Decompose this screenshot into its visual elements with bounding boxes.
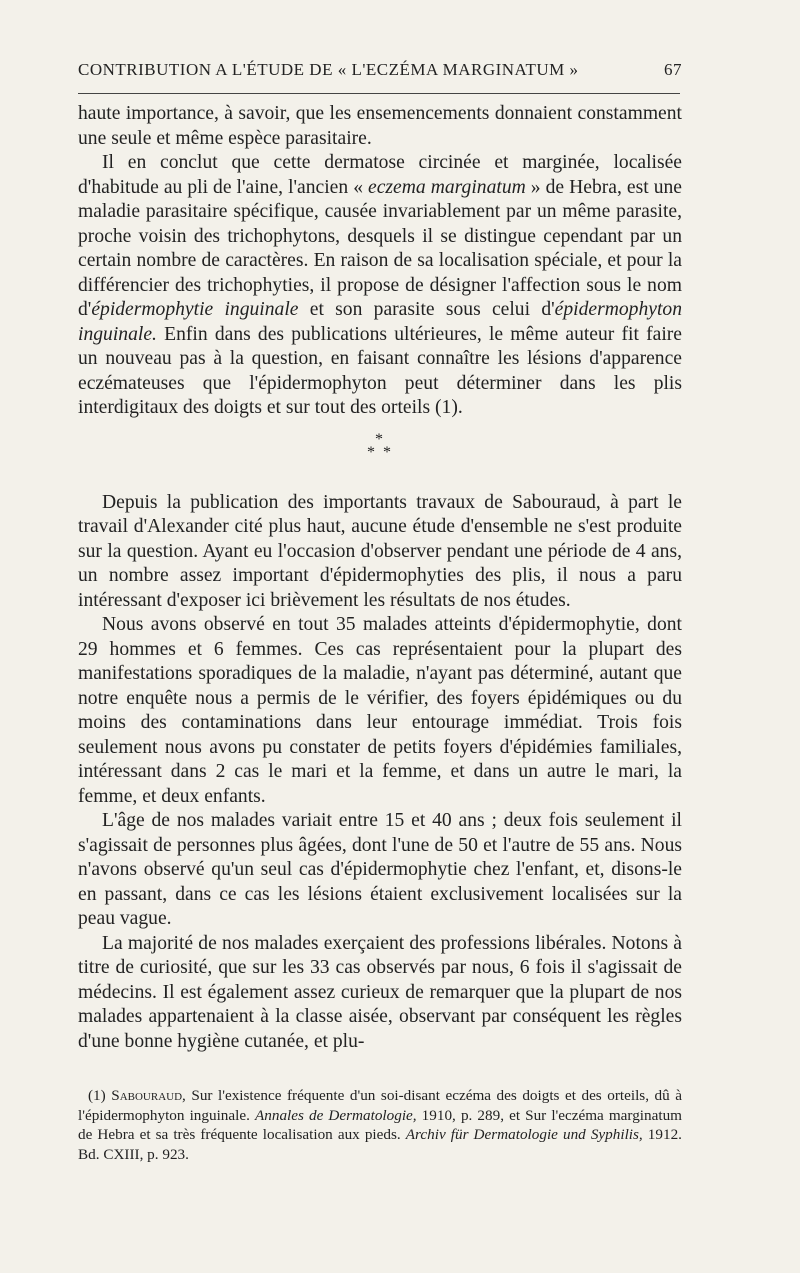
paragraph-sabouraud: Depuis la publication des importants travaux de Sabouraud, à part le travail d'Alexander cité plus haut, aucune étude d'ensemble ne s'est produite sur la question. Ayant eu l'occasion d'observer pendant une période de 4 ans, un nombre assez important d'épidermophyties des plis, il nous a paru intéressant d'exposer ici brièvement les résultats de nos études. xyxy=(78,491,682,611)
running-title: CONTRIBUTION A L'ÉTUDE DE « L'ECZÉMA MARGINATUM » xyxy=(78,60,579,79)
emphasis-epidermophytie: épidermophytie inguinale xyxy=(91,299,299,320)
paragraph-professions: La majorité de nos malades exerçaient des professions libérales. Notons à titre de curiosité, que sur les 33 cas observés par nous, 6 fois il s'agissait de médecins. Il est également assez curieux de remarquer que la plupart de nos malades appartenaient à la classe aisée, observant par conséquent les règles d'une bonne hygiène cutanée, et plu- xyxy=(78,932,682,1052)
section-asterism: * * * xyxy=(367,430,393,461)
page-number: 67 xyxy=(664,60,682,79)
footnote-1: (1) Sabouraud, Sur l'existence fréquente d'un soi-disant eczéma des doigts et des orteils, dû à l'épidermophyton inguinale. Annales de Dermatologie, 1910, p. 289, et Sur l'eczéma marginatum de Hebra et sa très fréquente localisation aux pieds. Archiv für Dermatologie und Syphilis, 1912. Bd. CXIII, p. 923. xyxy=(78,1087,682,1163)
header-rule xyxy=(78,93,680,94)
paragraph-malades: Nous avons observé en tout 35 malades atteints d'épidermophytie, dont 29 hommes et 6 femmes. Ces cas représentaient pour la plupart des manifestations sporadiques de la maladie, n'ayant pas déterminé, autant que notre enquête nous a permis de le vérifier, des foyers épidémiques ou du moins des contaminations dans leur entourage immédiat. Trois fois seulement nous avons pu constater de petits foyers d'épidémies familiales, intéressant dans 2 cas le mari et la femme, et dans un autre le mari, la femme, et deux enfants. xyxy=(78,614,682,807)
running-head xyxy=(78,60,682,80)
footnote xyxy=(78,1086,682,1164)
emphasis-epidermophyton: épidermophyton inguinale. xyxy=(78,299,682,345)
footnote-author: Sabouraud xyxy=(111,1087,183,1104)
paragraph-continued: haute importance, à savoir, que les ensemencements donnaient constamment une seule et même espèce parasitaire. xyxy=(78,103,682,149)
footnote-journal-annales: Annales de Dermatologie, xyxy=(254,1106,417,1124)
emphasis-eczema-marginatum: eczema marginatum xyxy=(368,176,526,198)
body-text xyxy=(78,102,682,1054)
paragraph-hebra: Il en conclut que cette dermatose circinée et marginée, localisée d'habitude au pli de l'aine, l'ancien « eczema marginatum » de Hebra, est une maladie parasitaire spécifique, causée invariablement par un même parasite, proche voisin des trichophytons, desquels il se distingue cependant par un certain nombre de caractères. En raison de sa localisation spéciale, et pour la différencier des trichophyties, il propose de désigner l'affection sous le nom d'épidermophytie inguinale et son parasite sous celui d'épidermophyton inguinale. Enfin dans des publications ultérieures, le même auteur fit faire un nouveau pas à la question, en faisant connaître les lésions d'apparence eczémateuses que l'épidermophyton peut déterminer dans les plis interdigitaux des doigts et sur tout des orteils (1). xyxy=(78,152,682,418)
paragraph-age: L'âge de nos malades variait entre 15 et 40 ans ; deux fois seulement il s'agissait de personnes plus âgées, dont l'une de 50 et l'autre de 55 ans. Nous n'avons observé qu'un seul cas d'épidermophytie chez l'enfant, et, disons-le en passant, dans ce cas les lésions étaient exclusivement localisées sur la peau vague. xyxy=(78,810,682,929)
footnote-journal-archiv: Archiv für Dermatologie und Syphilis, xyxy=(405,1126,643,1144)
